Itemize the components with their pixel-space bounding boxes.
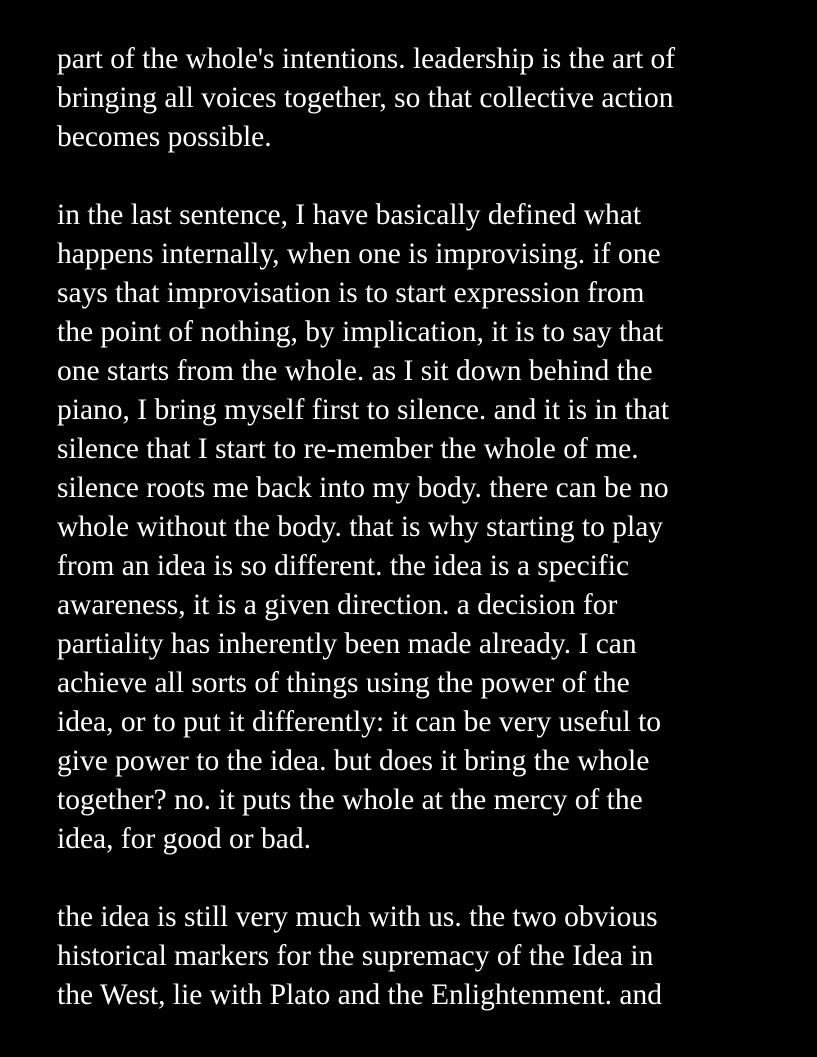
text-line: one starts from the whole. as I sit down behind the [57, 355, 653, 387]
text-line: the idea is still very much with us. the two obvious [57, 901, 658, 933]
text-line: piano, I bring myself first to silence. and it is in that [57, 394, 670, 426]
text-line: together? no. it puts the whole at the mercy of the [57, 784, 643, 816]
document-text [57, 40, 797, 1015]
text-line: historical markers for the supremacy of the Idea in [57, 940, 654, 972]
text-line: says that improvisation is to start expression from [57, 277, 645, 309]
paragraph [57, 898, 797, 1015]
text-line: in the last sentence, I have basically defined what [57, 199, 642, 231]
paragraph [57, 40, 797, 157]
paragraph [57, 196, 797, 859]
text-line: becomes possible. [57, 121, 272, 153]
text-line: idea, or to put it differently: it can be very useful to [57, 706, 662, 738]
text-line: the point of nothing, by implication, it is to say that [57, 316, 664, 348]
text-line: idea, for good or bad. [57, 823, 311, 855]
paragraph-gap [57, 859, 797, 898]
paragraph-gap [57, 157, 797, 196]
text-line: silence that I start to re-member the whole of me. [57, 433, 639, 465]
text-line: silence roots me back into my body. there can be no [57, 472, 669, 504]
text-line: bringing all voices together, so that collective action [57, 82, 674, 114]
text-line: part of the whole's intentions. leadership is the art of [57, 43, 676, 75]
text-line: give power to the idea. but does it bring the whole [57, 745, 650, 777]
text-line: happens internally, when one is improvising. if one [57, 238, 661, 270]
text-line: partiality has inherently been made already. I can [57, 628, 637, 660]
text-line: achieve all sorts of things using the power of the [57, 667, 630, 699]
text-line: the West, lie with Plato and the Enlightenment. and [57, 979, 662, 1011]
text-line: from an idea is so different. the idea is a specific [57, 550, 630, 582]
text-line: whole without the body. that is why starting to play [57, 511, 664, 543]
text-line: awareness, it is a given direction. a decision for [57, 589, 618, 621]
